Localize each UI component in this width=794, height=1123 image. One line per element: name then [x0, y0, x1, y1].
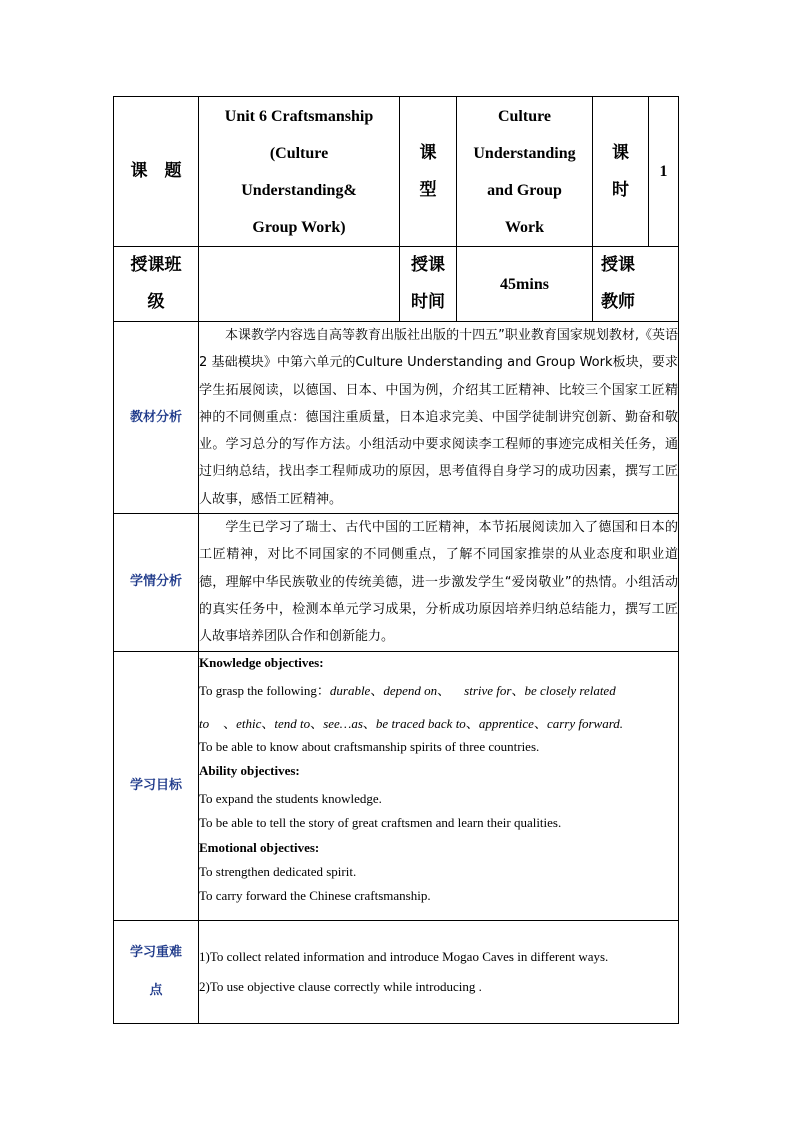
topic-value: Unit 6 Craftsmanship (Culture Understanding& Group Work): [199, 97, 400, 247]
ability-item: To be able to tell the story of great craftsmen and learn their qualities.: [199, 814, 562, 830]
textbook-analysis-text: 本课教学内容选自高等教育出版社出版的十四五”职业教育国家规划教材,《英语2 基础模块》中第六单元的Culture Understanding and Group Work板块，要求学生拓展阅读，以德国、日本、中国为例，介绍其工匠精神、比较三个国家工匠精神的不同侧重点：德国注重质量，日本追求完美、中国学徒制讲究创新、勤奋和敬业。学习总分的写作方法。小组活动中要求阅读李工程师的事迹完成相关任务，通过归纳总结，找出李工程师成功的原因，思考值得自身学习的成功因素，撰写工匠人故事，感悟工匠精神。: [199, 322, 679, 514]
header-row: [114, 97, 679, 247]
objectives-row: [114, 651, 679, 920]
learner-analysis-text: 学生已学习了瑞士、古代中国的工匠精神，本节拓展阅读加入了德国和日本的工匠精神，对比不同国家的不同侧重点，了解不同国家推崇的从业态度和职业道德，理解中华民族敬业的传统美德，进一步激发学生“爱岗敬业”的热情。小组活动的真实任务中，检测本单元学习成果，分析成功原因培养归纳总结能力，撰写工匠人故事培养团队合作和创新能力。: [199, 514, 679, 651]
class-value: [199, 247, 400, 322]
lesson-plan-table: [113, 96, 679, 1024]
class-label: 授课班 级: [114, 247, 199, 322]
topic-label: 课 题: [114, 97, 199, 247]
key-points-label: 学习重难 点: [114, 920, 199, 1023]
textbook-analysis-label: 教材分析: [114, 322, 199, 514]
knowledge-item: To be able to know about craftsmanship spirits of three countries.: [199, 738, 540, 754]
vocab-line-1: To grasp the following：durable、depend on、 strive for、be closely related: [199, 682, 616, 698]
objectives-content: [199, 651, 679, 920]
periods-label: 课 时: [593, 97, 649, 247]
type-label: 课 型: [400, 97, 457, 247]
ability-heading: Ability objectives:: [199, 762, 300, 778]
key-point-item: 1)To collect related information and introduce Mogao Caves in different ways.: [199, 948, 609, 964]
class-info-row: [114, 247, 679, 322]
learner-analysis-label: 学情分析: [114, 514, 199, 651]
textbook-analysis-row: [114, 322, 679, 514]
objectives-label: 学习目标: [114, 651, 199, 920]
time-value: 45mins: [457, 247, 593, 322]
emotional-heading: Emotional objectives:: [199, 839, 320, 855]
learner-analysis-row: [114, 514, 679, 651]
type-value: Culture Understanding and Group Work: [457, 97, 593, 247]
key-point-item: 2)To use objective clause correctly while introducing .: [199, 978, 482, 994]
emotional-item: To strengthen dedicated spirit.: [199, 863, 357, 879]
periods-value: 1: [649, 97, 679, 247]
teacher-label: 授课 教师: [593, 247, 679, 322]
ability-item: To expand the students knowledge.: [199, 790, 382, 806]
knowledge-heading: Knowledge objectives:: [199, 654, 324, 670]
emotional-item: To carry forward the Chinese craftsmanship.: [199, 887, 431, 903]
key-points-row: [114, 920, 679, 1023]
time-label: 授课 时间: [400, 247, 457, 322]
key-points-content: [199, 920, 679, 1023]
vocab-line-2: to 、ethic、tend to、see…as、be traced back to、apprentice、carry forward.: [199, 715, 624, 731]
